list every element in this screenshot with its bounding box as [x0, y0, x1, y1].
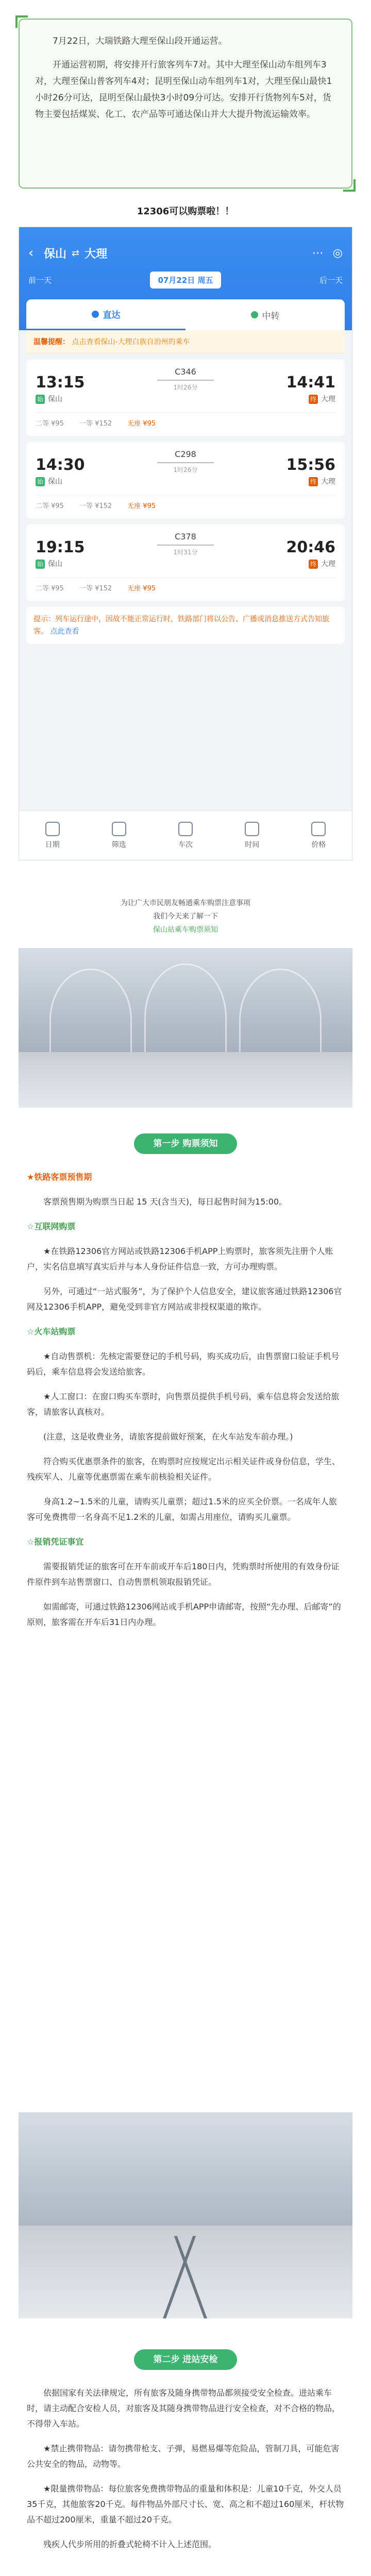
- seat-price: 一等 ¥152: [79, 502, 112, 510]
- destination-station[interactable]: 大理: [85, 247, 108, 261]
- paragraph: (注意，这是收费业务，请旅客提前做好预案，在火车站发车前办理。): [43, 1432, 293, 1442]
- paragraph: ★限量携带物品：每位旅客免费携带物品的重量和体积是：儿童10千克，外交人员35千克，其他旅客20千克。每件物品外部尺寸长、宽、高之和不超过160厘米，杆状物品不超过200厘米，重量不超过20千克。: [27, 2484, 344, 2524]
- notice-prefix: 温馨提醒：: [33, 338, 70, 346]
- step-one-content: [27, 1170, 344, 1639]
- corner-decoration: [15, 15, 28, 28]
- bottom-nav-item[interactable]: [285, 811, 352, 860]
- paragraph: 符合购买优惠票条件的旅客，在购票时应按规定出示相关证件或身份信息，学生、残疾军人、儿童等优惠票需在乘车前核验相关证件。: [27, 1456, 341, 1482]
- step-two-label: 第二步 进站安检: [134, 2349, 237, 2370]
- calendar-icon: [45, 822, 60, 836]
- swap-icon[interactable]: ⇄: [72, 247, 80, 259]
- bottom-nav: [19, 810, 352, 860]
- arrival-time: 14:41: [286, 374, 335, 392]
- paragraph: 另外，可通过“一站式服务”，为了保护个人信息安全，建议旅客通过铁路12306官网及12306手机APP，避免受到非官方网站或非授权渠道的欺诈。: [27, 1286, 342, 1312]
- more-icon[interactable]: ⋯: [312, 246, 324, 260]
- bottom-nav-item[interactable]: [219, 811, 285, 860]
- paragraph: 残疾人代步所用的折叠式轮椅不计入上述范围。: [43, 2539, 217, 2549]
- from-station: 保山: [48, 560, 62, 568]
- arrival-time: 20:46: [286, 538, 335, 556]
- bottom-nav-label: 日期: [45, 840, 60, 849]
- intro-highlight: 保山站乘车购票须知: [153, 926, 218, 934]
- section-subtitle: ☆火车站购票: [27, 1327, 76, 1336]
- phone-header: [19, 227, 352, 330]
- bottom-nav-item[interactable]: [152, 811, 218, 860]
- intro-line: 我们今天来了解一下: [153, 912, 218, 921]
- seat-price: 无座 ¥95: [127, 585, 156, 592]
- travel-duration: 1时26分: [173, 466, 198, 473]
- notice-bar[interactable]: [26, 330, 345, 353]
- tab-transfer[interactable]: [185, 299, 345, 330]
- tip-prefix: 提示：: [33, 615, 55, 623]
- paragraph: 需要报销凭证的旅客可在开车前或开车后180日内，凭购票时所使用的有效身份证件原件到车站售票窗口、自动售票机领取报销凭证。: [27, 1562, 340, 1587]
- to-station: 大理: [321, 478, 335, 486]
- end-tag: 终: [309, 560, 318, 569]
- notice-text: 点击查看保山-大理白族自治州的乘车: [72, 338, 190, 346]
- tip-link[interactable]: 点此查看: [50, 628, 79, 636]
- paragraph: ★人工窗口：在窗口购买车票时，向售票员提供手机号码，乘车信息将会发送给旅客，请旅客认真核对。: [27, 1392, 340, 1417]
- paragraph: 依据国家有关法律规定，所有旅客及随身携带物品都须接受安全检查。进站乘车时，请主动配合安检人员，对旅客及其随身携带物品进行安全检查，对不合格的物品，不得带入车站。: [27, 2388, 341, 2429]
- train-code: C378: [175, 532, 196, 541]
- seat-price: 一等 ¥152: [79, 585, 112, 592]
- seat-price: 无座 ¥95: [127, 502, 156, 510]
- platform-photo: [19, 2112, 352, 2318]
- bottom-nav-item[interactable]: [86, 811, 152, 860]
- bottom-nav-label: 时间: [245, 840, 260, 849]
- train-code: C298: [175, 449, 196, 459]
- bottom-nav-label: 车次: [178, 840, 193, 849]
- route-nav: [19, 240, 352, 266]
- to-station: 大理: [321, 395, 335, 403]
- intro-line: 为让广大市民朋友畅通乘车购票注意事项: [121, 899, 250, 907]
- paragraph: 客票预售期为购票当日起 15 天(含当天)，每日起售时间为15:00。: [43, 1197, 288, 1207]
- target-icon[interactable]: ◎: [332, 246, 343, 260]
- step-two-content: [27, 2385, 344, 2562]
- duration-line: [157, 545, 214, 546]
- section-subtitle: ★铁路客票预售期: [27, 1172, 92, 1182]
- bottom-nav-label: 筛选: [111, 840, 126, 849]
- tab-direct[interactable]: [26, 299, 185, 330]
- announcement-paragraph: 7月22日，大瑞铁路大理至保山段开通运营。: [53, 36, 227, 46]
- seat-price: 二等 ¥95: [36, 585, 64, 592]
- train-card[interactable]: [26, 360, 345, 436]
- transfer-icon: [251, 311, 258, 318]
- tip-box: [26, 607, 345, 644]
- origin-station[interactable]: 保山: [44, 247, 67, 261]
- departure-time: 19:15: [36, 538, 85, 556]
- train-card[interactable]: [26, 442, 345, 518]
- from-station: 保山: [48, 395, 62, 403]
- departure-time: 13:15: [36, 374, 85, 392]
- train-card[interactable]: [26, 524, 345, 601]
- seat-price: 二等 ¥95: [36, 502, 64, 510]
- seat-price: 二等 ¥95: [36, 420, 64, 428]
- bottom-nav-item[interactable]: [19, 811, 86, 860]
- paragraph: ★自动售票机：先核定需要登记的手机号码，购买成功后，由售票窗口验证手机号码后，乘车信息将会发送给旅客。: [27, 1351, 340, 1377]
- start-tag: 始: [36, 477, 45, 486]
- tip-text: 列车运行途中，因故不能正常运行时，铁路部门将以公告、广播或消息推送方式告知旅客。: [33, 615, 329, 636]
- paragraph: ★在铁路12306官方网站或铁路12306手机APP上购票时，旅客须先注册个人账户，实名信息填写真实后并与本人身份证件信息一致，方可办理购票。: [27, 1246, 333, 1272]
- date-picker[interactable]: 07月22日 周五: [150, 272, 222, 289]
- arrival-time: 15:56: [286, 456, 335, 474]
- duration-line: [157, 462, 214, 463]
- start-tag: 始: [36, 395, 45, 404]
- paragraph: ★禁止携带物品：请勿携带枪支、子弹，易燃易爆等危险品，管制刀具，可能危害公共安全的物品，动物等。: [27, 2444, 340, 2469]
- end-tag: 终: [309, 477, 318, 486]
- to-station: 大理: [321, 560, 335, 568]
- train-icon: [92, 311, 99, 318]
- train-type-tabs: [26, 299, 345, 330]
- ticket-title: 12306可以购票啦！！: [137, 206, 234, 217]
- next-day-button[interactable]: 后一天: [319, 275, 343, 285]
- bottom-nav-label: 价格: [311, 840, 326, 849]
- announcement-paragraph: 开通运营初期，将安排开行旅客列车7对。其中大理至保山动车组列车3对，大理至保山普客列车4对；昆明至保山动车组列车1对，大理至保山最快1小时26分可达，昆明至保山最快3小时09分可达。安排开行货物列车5对，货物主要包括煤炭、化工、农产品等可通达保山并大大提升物流运输效率。: [35, 60, 332, 120]
- phone-screenshot: [19, 227, 352, 860]
- article-intro: [0, 896, 371, 937]
- tab-label: 中转: [262, 311, 280, 321]
- date-bar: [19, 266, 352, 293]
- station-hall-photo: [19, 948, 352, 1108]
- prev-day-button[interactable]: 前一天: [28, 275, 52, 285]
- duration-line: [157, 380, 214, 381]
- paragraph: 身高1.2~1.5米的儿童，请购买儿童票；超过1.5米的应买全价票。一名成年人旅客可免费携带一名身高不足1.2米的儿童，如需占用座位，请购买儿童票。: [27, 1497, 337, 1522]
- seat-price: 无座 ¥95: [127, 420, 156, 428]
- section-subtitle: ☆互联网购票: [27, 1222, 76, 1231]
- train-icon: [178, 822, 193, 836]
- section-subtitle: ☆报销凭证事宜: [27, 1537, 84, 1547]
- back-icon[interactable]: ‹: [28, 245, 34, 261]
- filter-icon: [112, 822, 126, 836]
- tab-label: 直达: [103, 310, 121, 320]
- seat-price: 一等 ¥152: [79, 420, 112, 428]
- clock-icon: [245, 822, 259, 836]
- corner-decoration: [343, 179, 356, 192]
- announcement-box: [19, 19, 352, 189]
- travel-duration: 1时26分: [173, 384, 198, 391]
- departure-time: 14:30: [36, 456, 85, 474]
- start-tag: 始: [36, 560, 45, 569]
- status-bar: [19, 227, 352, 240]
- from-station: 保山: [48, 478, 62, 486]
- paragraph: 如需邮寄，可通过铁路12306网站或手机APP申请邮寄，按照“先办理、后邮寄”的原则，旅客需在开车后31日内办理。: [27, 1602, 341, 1627]
- end-tag: 终: [309, 395, 318, 404]
- price-icon: [311, 822, 326, 836]
- travel-duration: 1时31分: [173, 549, 198, 556]
- step-one-label: 第一步 购票须知: [134, 1133, 237, 1154]
- train-code: C346: [175, 367, 196, 377]
